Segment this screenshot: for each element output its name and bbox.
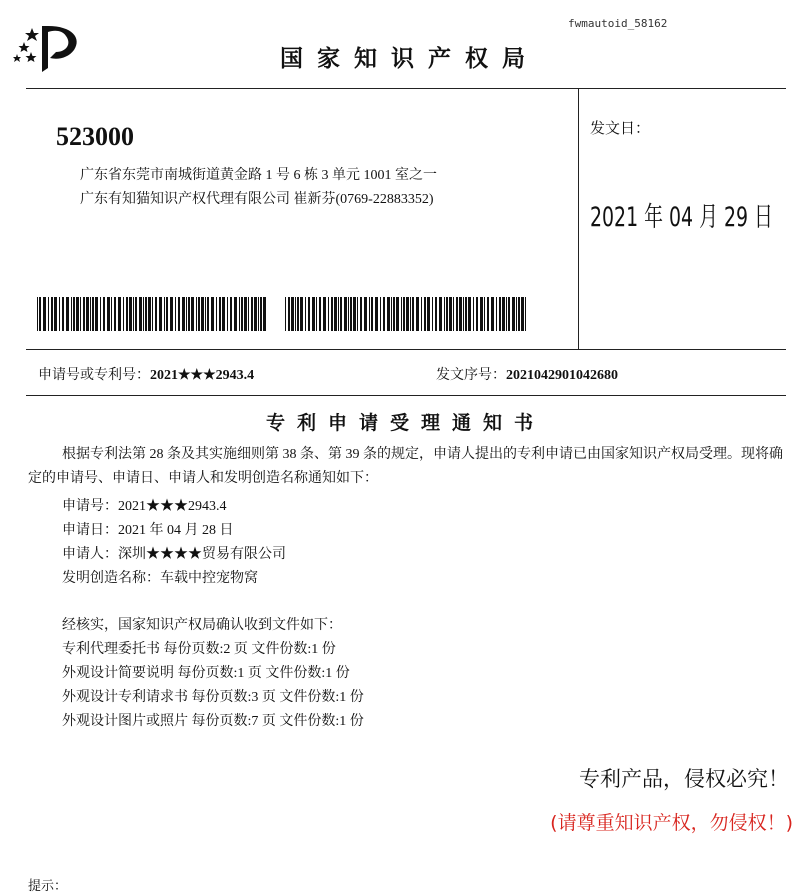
application-number-label: 申请号或专利号： xyxy=(38,368,150,383)
barcode-bar xyxy=(244,297,247,331)
barcode-bar xyxy=(285,297,286,331)
barcode-bar xyxy=(312,297,315,331)
barcode-bar xyxy=(525,297,526,331)
barcode-bar xyxy=(453,297,454,331)
barcode-bar xyxy=(506,297,507,331)
barcode-bar xyxy=(254,297,257,331)
barcode-bar xyxy=(412,297,414,331)
barcode-bar xyxy=(62,297,64,331)
barcode-bar xyxy=(316,297,317,331)
barcode-bar xyxy=(391,297,392,331)
barcode-bar xyxy=(424,297,426,331)
barcode-bar xyxy=(416,297,419,331)
barcode-bar xyxy=(305,297,306,331)
barcode-bar xyxy=(258,297,259,331)
barcode-bar xyxy=(360,297,362,331)
barcode-bar xyxy=(410,297,411,331)
barcode-bar xyxy=(107,297,110,331)
barcode-bar xyxy=(499,297,501,331)
barcode-bar xyxy=(148,297,151,331)
barcode-bar xyxy=(328,297,329,331)
barcode-bar xyxy=(357,297,358,331)
barcode-bar xyxy=(446,297,448,331)
barcode-bar xyxy=(92,297,94,331)
barcode-bar xyxy=(159,297,162,331)
application-number-row xyxy=(38,364,254,384)
barcode-bar xyxy=(401,297,402,331)
barcode-bar xyxy=(39,297,41,331)
barcode-bar xyxy=(43,297,46,331)
received-document: 专利代理委托书 每份页数:2 页 文件份数:1 份 xyxy=(62,642,336,657)
barcode-bar xyxy=(143,297,144,331)
barcode-bar xyxy=(456,297,458,331)
footer-tip: 提示： xyxy=(28,879,68,894)
dispatch-date-value: 2021 年 04 月 29 日 xyxy=(590,202,773,233)
barcode-bar xyxy=(465,297,467,331)
barcode-bar xyxy=(239,297,240,331)
barcode-bar xyxy=(182,297,185,331)
header-divider xyxy=(26,88,786,89)
barcode-bar xyxy=(480,297,483,331)
barcode-bar xyxy=(308,297,310,331)
barcode-bar xyxy=(331,297,333,331)
infringement-warning: 专利产品，侵权必究！ xyxy=(579,767,789,791)
barcode-bar xyxy=(353,297,356,331)
barcode-bar xyxy=(133,297,134,331)
barcode-bar xyxy=(211,297,214,331)
barcode-bar xyxy=(48,297,49,331)
barcode-bar xyxy=(135,297,137,331)
notice-title: 专利申请受理通知书 xyxy=(265,412,545,434)
barcode-bar xyxy=(118,297,121,331)
serial-number-value: 2021042901042680 xyxy=(506,368,618,383)
barcode-bar xyxy=(51,297,53,331)
barcode-bar xyxy=(198,297,200,331)
barcode-bar xyxy=(263,297,266,331)
barcode-bar xyxy=(516,297,517,331)
barcode-bar xyxy=(207,297,209,331)
barcode-bar xyxy=(155,297,157,331)
barcode-bar xyxy=(375,297,378,331)
office-name: 国家知识产权局 xyxy=(280,46,539,72)
barcode-bar xyxy=(439,297,442,331)
barcode-bar xyxy=(338,297,339,331)
barcode-bar xyxy=(427,297,430,331)
barcode-bar xyxy=(76,297,79,331)
barcode-bar xyxy=(103,297,105,331)
barcode-bar xyxy=(71,297,72,331)
barcode-bar xyxy=(186,297,187,331)
cnipa-logo-icon xyxy=(12,22,84,74)
barcode-bar xyxy=(234,297,237,331)
barcode-bar xyxy=(59,297,60,331)
barcode-bar xyxy=(291,297,294,331)
barcode-bar xyxy=(508,297,510,331)
barcode-bar xyxy=(114,297,116,331)
postcode: 523000 xyxy=(56,122,134,151)
barcode-bar xyxy=(100,297,101,331)
barcode-bar xyxy=(435,297,437,331)
barcode-bar xyxy=(201,297,204,331)
barcode-bar xyxy=(227,297,228,331)
received-document: 外观设计图片或照片 每份页数:7 页 文件份数:1 份 xyxy=(62,714,364,729)
field-application-number: 申请号：2021★★★2943.4 xyxy=(62,499,227,514)
meta-divider xyxy=(26,395,786,396)
barcode-bar xyxy=(319,297,321,331)
agency-contact: 广东有知猫知识产权代理有限公司 崔新芬(0769-22883352) xyxy=(80,192,434,207)
barcode-bar xyxy=(371,297,373,331)
verify-heading: 经核实，国家知识产权局确认收到文件如下： xyxy=(62,618,342,633)
barcode-bar xyxy=(251,297,253,331)
barcode-bar xyxy=(380,297,381,331)
barcode-bar xyxy=(152,297,153,331)
serial-number-row xyxy=(436,364,618,384)
barcode-bar xyxy=(300,297,303,331)
barcode-bar xyxy=(219,297,221,331)
barcode-bar xyxy=(111,297,112,331)
barcode-bar xyxy=(344,297,347,331)
barcode-bar xyxy=(196,297,197,331)
barcode-bar xyxy=(473,297,474,331)
barcode-bar xyxy=(139,297,142,331)
barcode-bar xyxy=(449,297,452,331)
barcode-bar xyxy=(178,297,180,331)
received-document: 外观设计专利请求书 每份页数:3 页 文件份数:1 份 xyxy=(62,690,364,705)
barcode-bar xyxy=(502,297,505,331)
barcode-bar xyxy=(518,297,520,331)
barcode-bar xyxy=(334,297,337,331)
barcode-bar xyxy=(175,297,176,331)
barcode-bar xyxy=(297,297,299,331)
barcode-bar xyxy=(512,297,515,331)
barcode-bar xyxy=(350,297,352,331)
barcode-bar xyxy=(383,297,385,331)
barcode-bar xyxy=(396,297,399,331)
barcode-bar xyxy=(521,297,524,331)
barcode-bar xyxy=(288,297,290,331)
barcode-bar xyxy=(230,297,232,331)
field-applicant: 申请人：深圳★★★★贸易有限公司 xyxy=(62,547,286,562)
barcode-bar xyxy=(129,297,132,331)
serial-number-label: 发文序号： xyxy=(436,368,506,383)
barcode-bar xyxy=(444,297,445,331)
barcode-bar xyxy=(491,297,494,331)
barcode-bar xyxy=(222,297,225,331)
barcode-bar xyxy=(241,297,243,331)
barcode-bar xyxy=(216,297,217,331)
barcode-bar xyxy=(403,297,405,331)
barcode-bar xyxy=(188,297,190,331)
barcode-bar xyxy=(369,297,370,331)
received-document: 外观设计简要说明 每份页数:1 页 文件份数:1 份 xyxy=(62,666,350,681)
barcode-bar xyxy=(90,297,91,331)
barcode-bar xyxy=(166,297,168,331)
field-application-date: 申请日：2021 年 04 月 28 日 xyxy=(62,523,234,538)
barcode-bar xyxy=(145,297,147,331)
barcode-bar xyxy=(37,297,38,331)
barcode-bar xyxy=(487,297,489,331)
barcode-bar xyxy=(323,297,326,331)
barcode-bar xyxy=(295,297,296,331)
barcode-bar xyxy=(348,297,349,331)
barcode-bar xyxy=(421,297,422,331)
notice-intro: 根据专利法第 28 条及其实施细则第 38 条、第 39 条的规定，申请人提出的专利申请已由国家知识产权局受理。现将确定的申请号、申请日、申请人和发明创造名称通知如下： xyxy=(28,447,783,486)
barcode-bar xyxy=(248,297,249,331)
barcode-bar xyxy=(406,297,409,331)
barcode-bar xyxy=(387,297,390,331)
barcode-left xyxy=(37,297,272,331)
barcode-bar xyxy=(468,297,471,331)
barcode-bar xyxy=(476,297,478,331)
barcode-bar xyxy=(80,297,81,331)
barcode-bar xyxy=(484,297,485,331)
barcode-bar xyxy=(459,297,462,331)
address-divider xyxy=(26,349,786,350)
barcode-bar xyxy=(95,297,98,331)
barcode-bar xyxy=(340,297,342,331)
document-id: fwmautoid_58162 xyxy=(568,17,668,30)
barcode-bar xyxy=(393,297,395,331)
barcode-bar xyxy=(205,297,206,331)
barcode-bar xyxy=(54,297,57,331)
barcode-bar xyxy=(86,297,89,331)
barcode-bar xyxy=(164,297,165,331)
date-column-divider xyxy=(578,88,579,349)
barcode-bar xyxy=(73,297,75,331)
barcode-bar xyxy=(123,297,124,331)
barcode-bar xyxy=(126,297,128,331)
barcode-bar xyxy=(170,297,173,331)
barcode-bar xyxy=(191,297,194,331)
barcode-bar xyxy=(66,297,69,331)
barcode-bar xyxy=(463,297,464,331)
application-number-value: 2021★★★2943.4 xyxy=(150,368,255,383)
dispatch-date-label: 发文日： xyxy=(590,121,651,137)
barcode-bar xyxy=(83,297,85,331)
field-design-title: 发明创造名称：车载中控宠物窝 xyxy=(62,571,258,586)
barcode-bar xyxy=(496,297,497,331)
barcode-bar xyxy=(364,297,367,331)
barcode-right xyxy=(285,297,530,331)
barcode-bar xyxy=(432,297,433,331)
barcode-bar xyxy=(260,297,262,331)
respect-ip-warning: (请尊重知识产权，勿侵权！) xyxy=(550,812,793,834)
mailing-address: 广东省东莞市南城街道黄金路 1 号 6 栋 3 单元 1001 室之一 xyxy=(80,168,437,183)
